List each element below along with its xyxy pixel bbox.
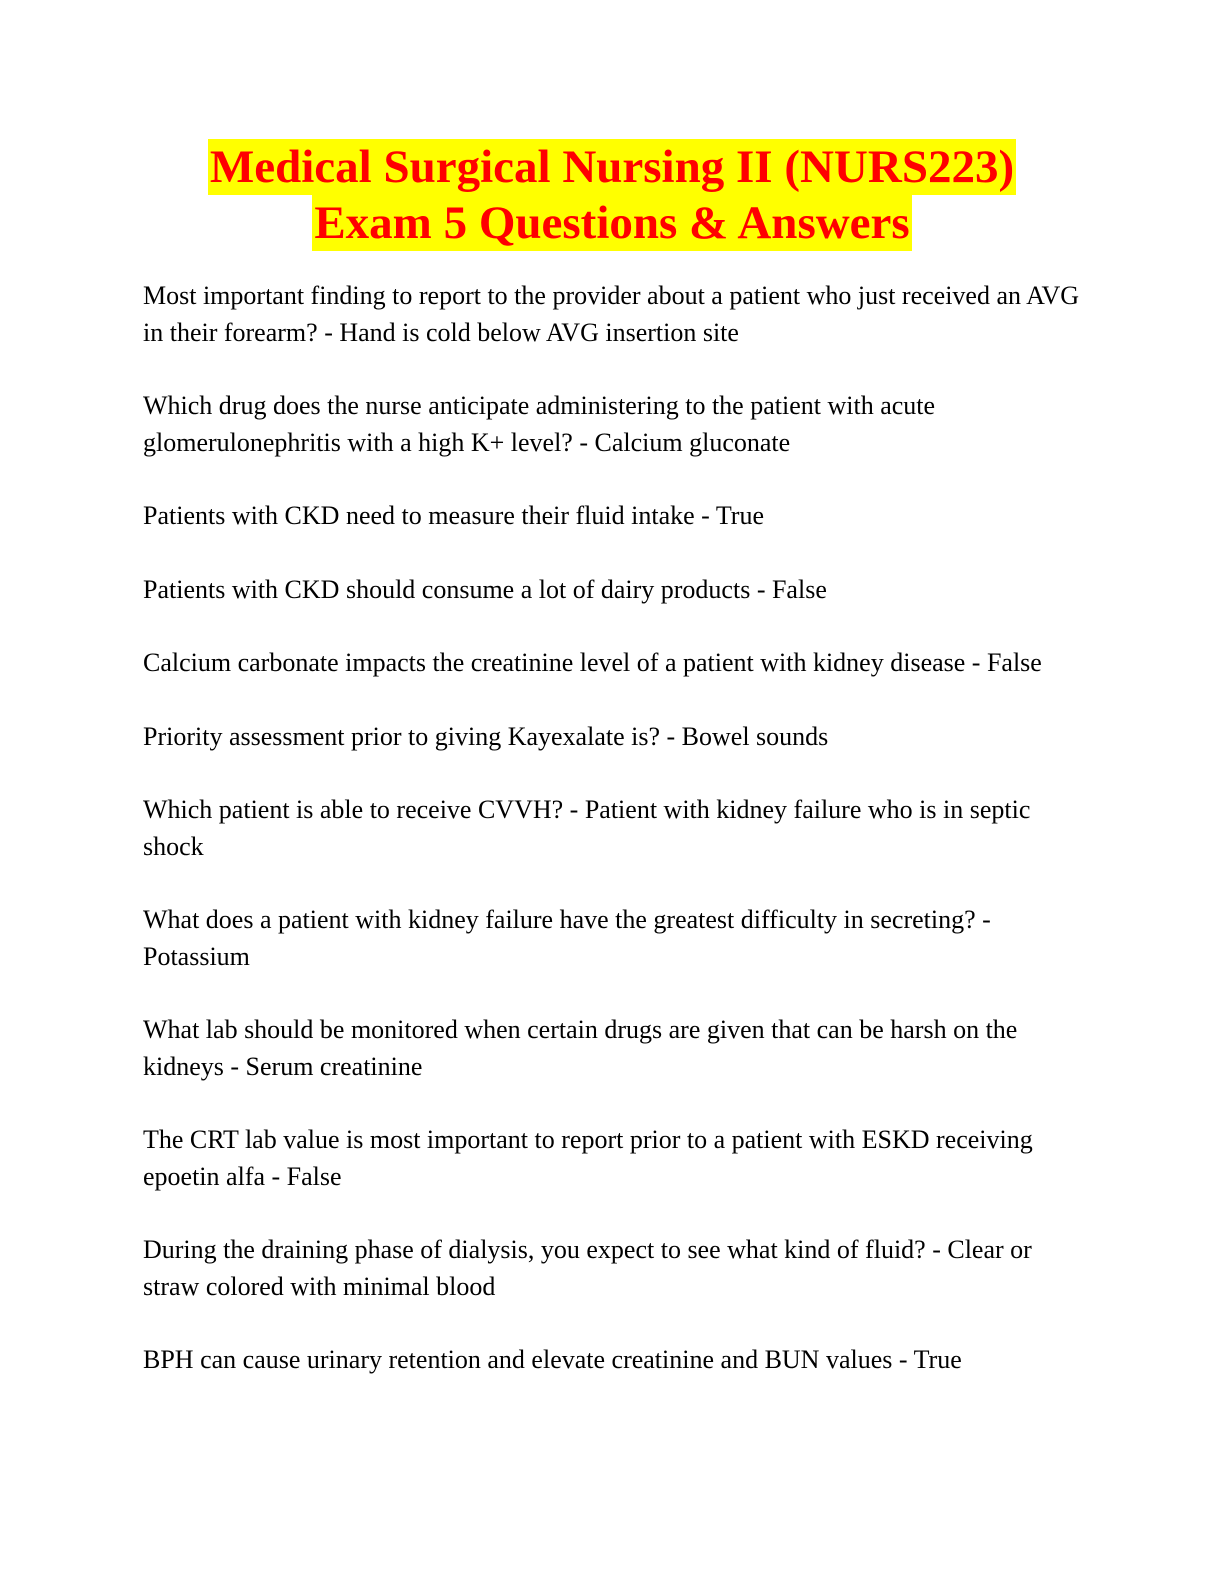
- qa-item-11: During the draining phase of dialysis, you expect to see what kind of fluid? - Clear or straw colored with minimal blood: [143, 1235, 1032, 1301]
- qa-item-1: Most important finding to report to the provider about a patient who just received an AVG in their forearm? - Hand is cold below AVG insertion site: [143, 281, 1080, 347]
- qa-list: [143, 278, 1083, 1416]
- qa-item-6: Priority assessment prior to giving Kayexalate is? - Bowel sounds: [143, 721, 829, 751]
- qa-item-9: What lab should be monitored when certain drugs are given that can be harsh on the kidneys - Serum creatinine: [143, 1015, 1018, 1081]
- document-title: [0, 139, 1224, 251]
- qa-item-12: BPH can cause urinary retention and elevate creatinine and BUN values - True: [143, 1345, 962, 1374]
- title-line-2: Exam 5 Questions & Answers: [314, 197, 910, 249]
- qa-item-3: Patients with CKD need to measure their fluid intake - True: [143, 501, 765, 530]
- qa-item-10: The CRT lab value is most important to report prior to a patient with ESKD receiving epoetin alfa - False: [143, 1125, 1033, 1191]
- qa-item-5: Calcium carbonate impacts the creatinine level of a patient with kidney disease - False: [143, 648, 1042, 677]
- title-line-1: Medical Surgical Nursing II (NURS223): [209, 141, 1015, 193]
- qa-item-8: What does a patient with kidney failure have the greatest difficulty in secreting? - Potassium: [143, 905, 991, 971]
- qa-item-7: Which patient is able to receive CVVH? - Patient with kidney failure who is in septic shock: [143, 795, 1031, 861]
- qa-item-2: Which drug does the nurse anticipate administering to the patient with acute glomerulonephritis with a high K+ level? - Calcium gluconate: [143, 391, 936, 457]
- qa-item-4: Patients with CKD should consume a lot of dairy products - False: [143, 574, 827, 604]
